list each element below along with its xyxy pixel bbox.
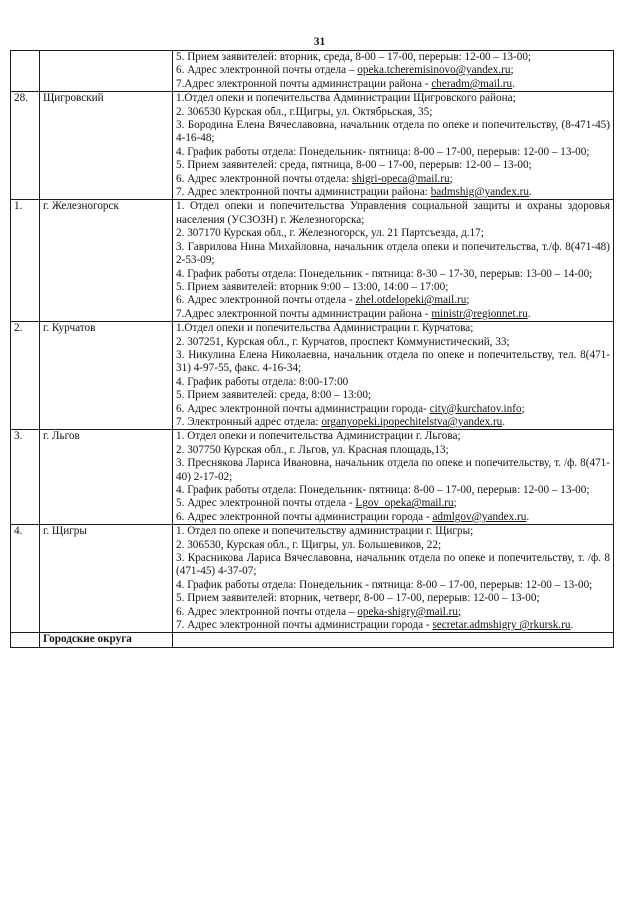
detail-line: 2. 306530 Курская обл., г.Щигры, ул. Октябрьская, 35; [176, 105, 433, 118]
table-row [11, 92, 614, 200]
email-address: opeka-shigry@mail.ru [357, 605, 458, 618]
detail-line: 4. График работы отдела: 8:00-17:00 [176, 375, 349, 388]
detail-line: 2. 307170 Курская обл., г. Железногорск, ул. 21 Партсъезда, д.17; [176, 227, 484, 240]
email-address: Lgov_opeka@mail.ru [355, 497, 454, 510]
district-name: г. Курчатов [40, 322, 173, 430]
email-address: city@kurchatov.info [429, 402, 522, 415]
office-details [173, 200, 614, 322]
detail-line: 3. Преснякова Лариса Ивановна, начальник отдела по опеке и попечительству, т. /ф. 8(471-40) 2-17-02; [176, 457, 610, 483]
district-name: Щигровский [40, 92, 173, 200]
detail-line: 1. Отдел по опеке и попечительству администрации г. Щигры; [176, 525, 474, 538]
detail-line: 5. Прием заявителей: среда, 8:00 – 13:00; [176, 389, 372, 402]
detail-line: 2. 306530, Курская обл., г. Щигры, ул. Большевиков, 22; [176, 538, 442, 551]
district-name [40, 51, 173, 92]
detail-line: 3. Гаврилова Нина Михайловна, начальник отдела опеки и попечительства, т./ф. 8(471-48) 2-53-09; [176, 240, 610, 267]
email-address: organyopeki.ipopechitelstva@yandex.ru [321, 415, 503, 428]
district-name: г. Льгов [40, 430, 173, 525]
row-number: 4. [11, 525, 40, 633]
detail-line: 1.Отдел опеки и попечительства Администрации г. Курчатова; [176, 322, 474, 335]
email-address: cheradm@mail.ru [431, 77, 513, 90]
table-row [11, 51, 614, 92]
detail-line: 3. Бородина Елена Вячеславовна, начальник отдела по опеке и попечительству, (8-471-45) 4-16-48; [176, 119, 610, 145]
email-address: zhel.otdelopeki@mail.ru [355, 294, 467, 307]
detail-line: 5. Адрес электронной почты отдела - Lgov_opeka@mail.ru; [176, 497, 457, 510]
section-header-label: Городские округа [40, 633, 173, 647]
detail-line: 6. Адрес электронной почты администрации города- city@kurchatov.info; [176, 402, 525, 415]
detail-line: 7. Адрес электронной почты администрации города - secretar.admshigry @rkursk.ru. [176, 619, 574, 632]
section-header-empty-cell [173, 633, 614, 647]
row-number: 2. [11, 322, 40, 430]
detail-line: 4. График работы отдела: Понедельник - пятница: 8-00 – 17-00, перерыв: 12-00 – 13-00; [176, 578, 593, 591]
detail-line: 3. Красникова Лариса Вячеславовна, начальник отдела по опеке и попечительству, т. /ф. 8 (471-45) 4-37-07; [176, 552, 610, 578]
detail-line: 2. 307251, Курская обл., г. Курчатов, проспект Коммунистический, 33; [176, 335, 510, 348]
detail-line: 1. Отдел опеки и попечительства Управления социальной защиты и охраны здоровья населения (УСЗОЗН) г. Железногорска; [176, 200, 610, 226]
table-row [11, 200, 614, 322]
email-address: admlgov@yandex.ru [432, 510, 527, 523]
row-number: 28. [11, 92, 40, 200]
table-body [11, 51, 614, 648]
row-number: 3. [11, 430, 40, 525]
office-details [173, 322, 614, 430]
detail-line: 1. Отдел опеки и попечительства Администрации г. Льгова; [176, 430, 461, 443]
email-address: opeka.tcheremisinovo@yandex.ru [357, 64, 511, 77]
detail-line: 5. Прием заявителей: вторник, четверг, 8-00 – 17-00, перерыв: 12-00 – 13-00; [176, 592, 540, 605]
detail-line: 4. График работы отдела: Понедельник- пятница: 8-00 – 17-00, перерыв: 12-00 – 13-00; [176, 145, 590, 158]
guardianship-offices-table [10, 50, 614, 648]
email-address: secretar.admshigry @rkursk.ru [432, 619, 571, 632]
detail-line: 4. График работы отдела: Понедельник- пятница: 8-00 – 17-00, перерыв: 12-00 – 13-00; [176, 484, 590, 496]
detail-line: 6. Адрес электронной почты отдела – opeka-shigry@mail.ru; [176, 605, 462, 618]
district-name: г. Щигры [40, 525, 173, 633]
email-address: badmshig@yandex.ru [430, 186, 529, 199]
detail-line: 1.Отдел опеки и попечительства Администрации Щигровского района; [176, 92, 516, 105]
detail-line: 7. Адрес электронной почты администрации района: badmshig@yandex.ru. [176, 186, 532, 199]
section-header-empty-cell [11, 633, 40, 647]
detail-line: 5. Прием заявителей: вторник, среда, 8-00 – 17-00, перерыв: 12-00 – 13-00; [176, 51, 532, 63]
detail-line: 6. Адрес электронной почты отдела: shigri-opeca@mail.ru; [176, 172, 453, 185]
page-number: 31 [313, 36, 326, 48]
detail-line: 6. Адрес электронной почты отдела - zhel.otdelopeki@mail.ru; [176, 294, 470, 307]
table-row [11, 525, 614, 633]
email-address: ministr@regionnet.ru [431, 307, 528, 320]
section-header-row [11, 633, 614, 647]
detail-line: 6. Адрес электронной почты отдела – opeka.tcheremisinovo@yandex.ru; [176, 64, 514, 77]
row-number [11, 51, 40, 92]
office-details [173, 430, 614, 525]
detail-line: 7.Адрес электронной почты администрации района - cheradm@mail.ru. [176, 77, 515, 90]
office-details [173, 92, 614, 200]
office-details [173, 51, 614, 92]
detail-line: 7. Электронный адрес отдела: organyopeki.ipopechitelstva@yandex.ru. [176, 415, 506, 428]
district-name: г. Железногорск [40, 200, 173, 322]
table-row [11, 430, 614, 525]
detail-line: 6. Адрес электронной почты администрации города - admlgov@yandex.ru. [176, 510, 530, 523]
detail-line: 3. Никулина Елена Николаевна, начальник отдела по опеке и попечительству, тел. 8(471-31) 4-97-55, факс. 4-16-34; [176, 348, 610, 375]
table-row [11, 322, 614, 430]
email-address: shigri-opeca@mail.ru [351, 172, 450, 185]
row-number: 1. [11, 200, 40, 322]
office-details [173, 525, 614, 633]
detail-line: 5. Прием заявителей: вторник 9:00 – 13:00, 14:00 – 17:00; [176, 280, 449, 293]
detail-line: 2. 307750 Курская обл., г. Льгов, ул. Красная площадь,13; [176, 443, 449, 456]
detail-line: 7.Адрес электронной почты администрации района - ministr@regionnet.ru. [176, 307, 531, 320]
detail-line: 4. График работы отдела: Понедельник - пятница: 8-30 – 17-30, перерыв: 13-00 – 14-00; [176, 267, 593, 280]
detail-line: 5. Прием заявителей: среда, пятница, 8-00 – 17-00, перерыв: 12-00 – 13-00; [176, 159, 532, 172]
